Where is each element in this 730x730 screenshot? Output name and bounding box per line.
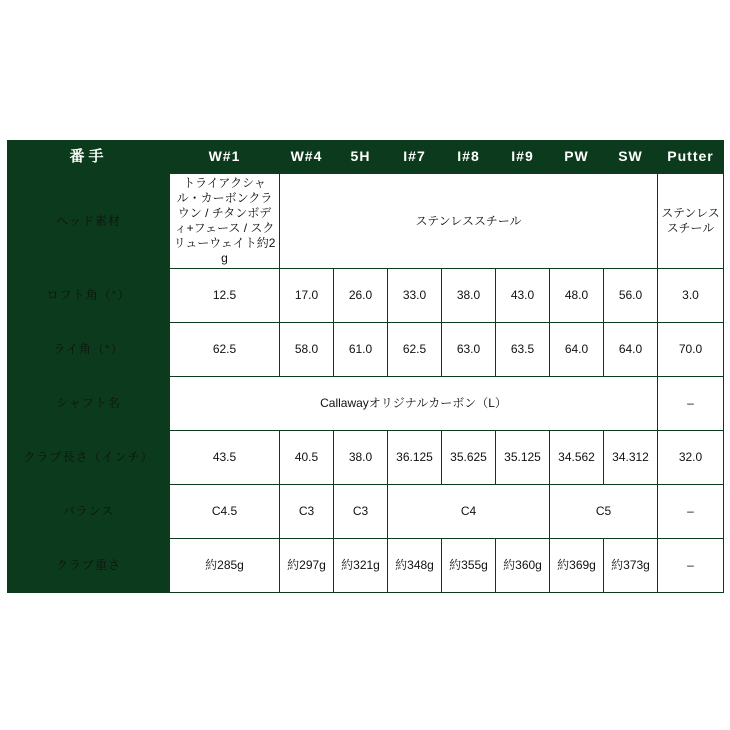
cell-balance-w4: C3 [280,485,334,539]
column-header-i9: I#9 [496,141,550,174]
table-row [8,539,724,593]
cell-lie-w4: 58.0 [280,323,334,377]
cell-lie-i7: 62.5 [388,323,442,377]
column-header-bante: 番手 [8,141,170,174]
column-header-pw: PW [550,141,604,174]
cell-loft-w4: 17.0 [280,269,334,323]
table-row [8,174,724,269]
table-row [8,323,724,377]
cell-loft-pw: 48.0 [550,269,604,323]
cell-weight-w1: 約285g [170,539,280,593]
column-header-sw: SW [604,141,658,174]
row-label-club-weight: クラブ重さ [8,539,170,593]
cell-lie-5h: 61.0 [334,323,388,377]
column-header-i8: I#8 [442,141,496,174]
cell-loft-sw: 56.0 [604,269,658,323]
cell-balance-w1: C4.5 [170,485,280,539]
row-label-shaft-name: シャフト名 [8,377,170,431]
column-header-w1: W#1 [170,141,280,174]
cell-balance-irons: C4 [388,485,550,539]
cell-head-material-putter: ステンレススチール [658,174,724,269]
cell-weight-i8: 約355g [442,539,496,593]
column-header-i7: I#7 [388,141,442,174]
column-header-w4: W#4 [280,141,334,174]
cell-lie-putter: 70.0 [658,323,724,377]
cell-balance-putter: – [658,485,724,539]
cell-weight-i9: 約360g [496,539,550,593]
cell-weight-sw: 約373g [604,539,658,593]
cell-shaft-name-all: Callawayオリジナルカーボン（L） [170,377,658,431]
row-label-lie-angle: ライ角（°） [8,323,170,377]
cell-loft-putter: 3.0 [658,269,724,323]
cell-loft-i8: 38.0 [442,269,496,323]
table-row [8,485,724,539]
cell-lie-i9: 63.5 [496,323,550,377]
cell-length-5h: 38.0 [334,431,388,485]
cell-length-putter: 32.0 [658,431,724,485]
cell-lie-pw: 64.0 [550,323,604,377]
column-header-putter: Putter [658,141,724,174]
cell-weight-w4: 約297g [280,539,334,593]
row-label-head-material: ヘッド素材 [8,174,170,269]
table-header-row [8,141,724,174]
cell-shaft-name-putter: – [658,377,724,431]
cell-lie-w1: 62.5 [170,323,280,377]
cell-weight-i7: 約348g [388,539,442,593]
cell-weight-putter: – [658,539,724,593]
table-row [8,431,724,485]
row-label-swing-balance: バランス [8,485,170,539]
cell-length-i7: 36.125 [388,431,442,485]
cell-length-w4: 40.5 [280,431,334,485]
cell-length-w1: 43.5 [170,431,280,485]
cell-loft-5h: 26.0 [334,269,388,323]
club-spec-table [7,140,724,593]
cell-lie-i8: 63.0 [442,323,496,377]
cell-length-sw: 34.312 [604,431,658,485]
cell-weight-5h: 約321g [334,539,388,593]
row-label-loft-angle: ロフト角（°） [8,269,170,323]
cell-balance-5h: C3 [334,485,388,539]
cell-weight-pw: 約369g [550,539,604,593]
cell-loft-w1: 12.5 [170,269,280,323]
cell-length-i9: 35.125 [496,431,550,485]
table-row [8,377,724,431]
cell-length-i8: 35.625 [442,431,496,485]
table-row [8,269,724,323]
row-label-club-length: クラブ長さ（インチ） [8,431,170,485]
column-header-5h: 5H [334,141,388,174]
cell-length-pw: 34.562 [550,431,604,485]
cell-balance-wedges: C5 [550,485,658,539]
spec-table-container [7,140,723,593]
cell-head-material-w1: トライアクシャル・カーボンクラウン / チタンボディ+フェース / スクリューウェイト約2g [170,174,280,269]
cell-head-material-irons: ステンレススチール [280,174,658,269]
cell-loft-i7: 33.0 [388,269,442,323]
cell-loft-i9: 43.0 [496,269,550,323]
cell-lie-sw: 64.0 [604,323,658,377]
